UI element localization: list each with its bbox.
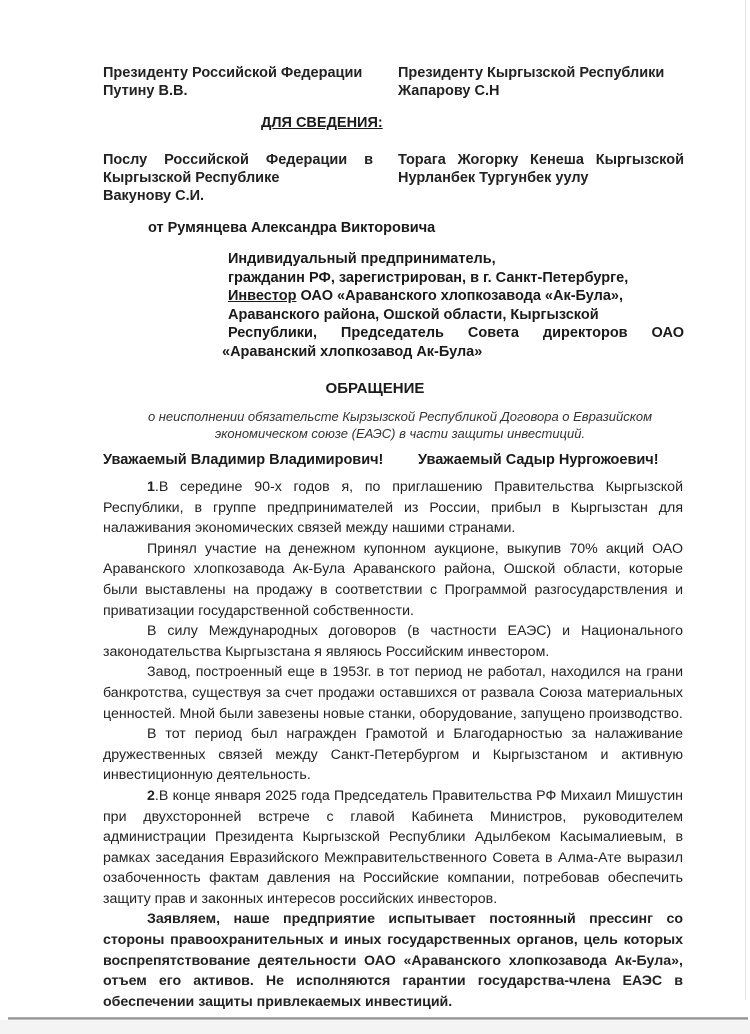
document-body: [103, 477, 683, 1012]
paragraph-award: В тот период был награжден Грамотой и Благодарностью за налаживание дружественных связей между Санкт-Петербургом и Кыргызстаном и активную инвестиционную деятельность.: [103, 726, 683, 784]
sender-line: гражданин РФ, зарегистрирован, в г. Санкт-Петербурге,: [228, 269, 629, 286]
sender-line: Араванского района, Ошской области, Кыргызской: [228, 306, 599, 323]
sender-line: Индивидуальный предприниматель,: [228, 251, 496, 267]
paragraph-text: .В конце января 2025 года Председатель Правительства РФ Михаил Мишустин при двухсторонней встрече с главой Кабинета Министров, руководителем администрации Президента Кыргызской Республики Адылбеком Касымалиевым, в рамках заседания Евразийского Межправительственного Совета в Алма-Ате выразил озабоченность фактам давления на Российские компании, потребовав обеспечить защиту прав и законных интересов российских инвесторов.: [103, 787, 683, 907]
addressee-line: Президенту Российской Федерации: [103, 65, 363, 81]
sender-line-rest: ОАО «Араванского хлопкозавода «Ак-Була»,: [296, 288, 624, 304]
paragraph-number: 1: [147, 479, 155, 495]
subtitle-line: экономическом союзе (ЕАЭС) в части защиты инвестиций.: [214, 426, 586, 441]
sender-line: Республики, Председатель Совета директоров ОАО: [228, 325, 684, 341]
from-line: от Румянцева Александра Викторовича: [148, 220, 436, 236]
paragraph-2: [103, 786, 683, 910]
addressee-line: Путину В.В.: [103, 83, 188, 99]
paragraph-investor-status: В силу Международных договоров (в частности ЕАЭС) и Национального законодательства Кыргызстана я являюсь Российским инвестором.: [103, 623, 683, 660]
paragraph-text: .В середине 90-х годов я, по приглашению Правительства Кыргызской Республики, в группе предпринимателей из России, прибыл в Кыргызстан для налаживания экономических связей между нашими странами.: [103, 479, 683, 537]
document-subtitle: [90, 408, 710, 442]
cc-line: Вакунову С.И.: [103, 188, 205, 204]
greeting-japarov: Уважаемый Садыр Нургожоевич!: [418, 452, 659, 468]
document-title: ОБРАЩЕНИЕ: [325, 380, 425, 397]
sender-details: [222, 250, 684, 361]
addressee-line: Президенту Кыргызской Республики: [398, 65, 665, 81]
paragraph-auction: Принял участие на денежном купонном аукционе, выкупив 70% акций ОАО Араванского хлопкозавода Ак-Була Араванского района, Ошской области, которые были выставлены на продажу в соответствии с Программой разгосударствления и приватизации государственной собственности.: [103, 540, 683, 619]
greeting-putin: Уважаемый Владимир Владимирович!: [103, 452, 384, 468]
for-info-heading: ДЛЯ СВЕДЕНИЯ:: [261, 115, 383, 131]
addressee-kyrgyzstan: [398, 64, 664, 100]
addressee-russia: [103, 64, 362, 100]
paragraph-factory: Завод, построенный еще в 1953г. в тот период не работал, находился на грани банкротства, существуя за счет продажи оставшихся от развала Союза материальных ценностей. Мной были завезены новые станки, оборудование, запущено производство.: [103, 664, 683, 722]
cc-line: Торага Жогорку Кенеша Кыргызской: [398, 152, 684, 168]
paragraph-number: 2: [147, 787, 155, 804]
scan-margin: [0, 1020, 750, 1034]
cc-line: Послу Российской Федерации в: [103, 152, 373, 168]
cc-line: Нурланбек Тургунбек уулу: [398, 170, 589, 186]
cc-line: Кыргызской Республике: [103, 170, 280, 186]
investor-label: Инвестор: [228, 288, 297, 304]
subtitle-line: о неисполнении обязательсте Кырзызской Республикой Договора о Евразийском: [147, 409, 653, 424]
sender-line: [228, 287, 684, 306]
cc-toraga: [398, 151, 684, 187]
sender-line: «Араванский хлопкозавод Ак-Була»: [222, 343, 483, 360]
scan-edge: [745, 0, 746, 1000]
addressee-line: Жапарову С.Н: [398, 83, 500, 99]
paragraph-1: [103, 477, 683, 539]
cc-ambassador: [103, 151, 373, 205]
paragraph-statement: Заявляем, наше предприятие испытывает постоянный прессинг со стороны правоохранительных и иных государственных органов, цель которых воспрепятствование деятельности ОАО «Араванского хлопкозавода Ак-Була», отъем его активов. Не исполняются гарантии государства-члена ЕАЭС в обеспечении защиты привлекаемых инвестиций.: [103, 911, 683, 1010]
